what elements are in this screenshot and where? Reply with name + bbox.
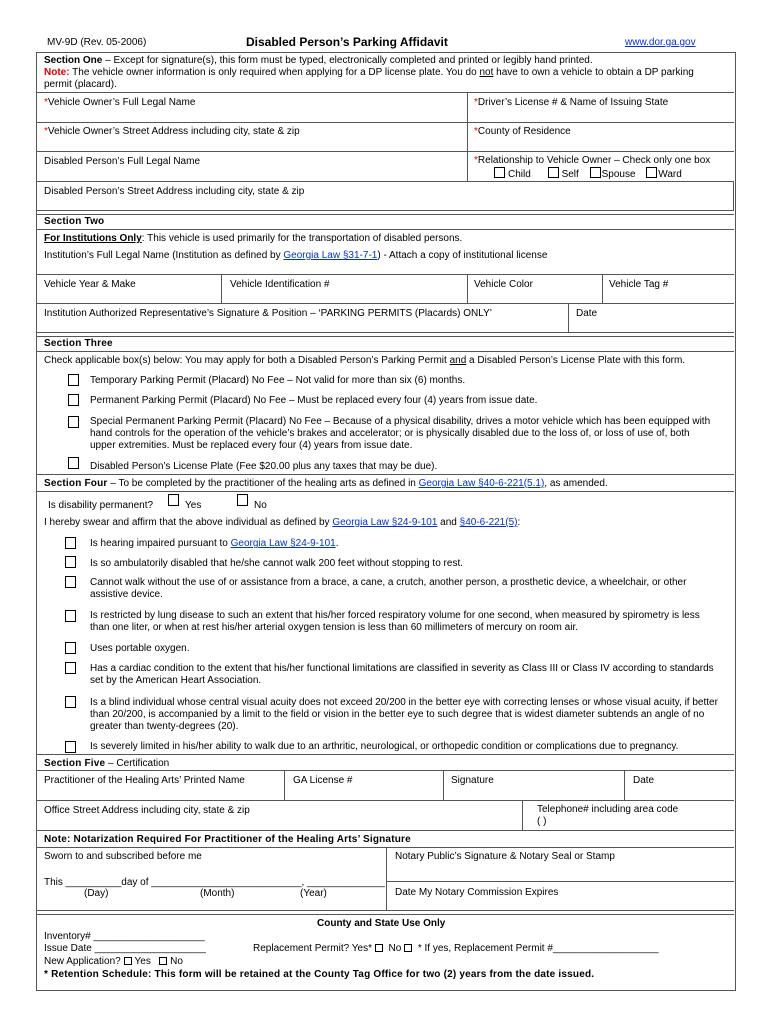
license-field[interactable]: *Driver’s License # & Name of Issuing State bbox=[474, 97, 669, 108]
vin-field[interactable]: Vehicle Identification # bbox=[230, 279, 330, 290]
replacement-yes-checkbox[interactable] bbox=[375, 944, 383, 952]
note-not: not bbox=[479, 67, 494, 78]
vehicle-year-make-field[interactable]: Vehicle Year & Make bbox=[44, 279, 136, 290]
section-one-intro bbox=[44, 55, 729, 91]
cond-assist-checkbox[interactable] bbox=[65, 576, 76, 588]
georgia-law-31-7-1-link[interactable]: Georgia Law §31-7-1 bbox=[283, 250, 378, 261]
section-two-heading: Section Two bbox=[44, 216, 105, 227]
cond-assist-label: Cannot walk without the use of or assistance from a brace, a cane, a crutch, another person, a prosthetic device, a wheelchair, or other assistive device. bbox=[90, 577, 687, 600]
office-address-field[interactable]: Office Street Address including city, state & zip bbox=[44, 805, 250, 816]
rep-date-field[interactable]: Date bbox=[576, 308, 598, 319]
section-five-heading: Section Five – Certification bbox=[44, 758, 170, 769]
practitioner-date-field[interactable]: Date bbox=[633, 775, 655, 786]
note-label: Note: bbox=[44, 67, 70, 78]
cond-blind-checkbox[interactable] bbox=[65, 696, 76, 708]
georgia-law-40-6-221-5-1-link[interactable]: Georgia Law §40-6-221(5.1) bbox=[418, 478, 545, 489]
cond-walk-checkbox[interactable] bbox=[65, 556, 76, 568]
permanent-no-label: No bbox=[254, 500, 267, 511]
vehicle-tag-field[interactable]: Vehicle Tag # bbox=[609, 279, 669, 290]
swear-statement: I hereby swear and affirm that the above individual as defined by Georgia Law §24-9-101 and §40-6-221(5): bbox=[44, 517, 521, 528]
year-caption: (Year) bbox=[300, 888, 327, 899]
notary-signature-field[interactable]: Notary Public’s Signature & Notary Seal or Stamp bbox=[395, 851, 615, 862]
month-caption: (Month) bbox=[200, 888, 235, 899]
note-line-2: permit (placard). bbox=[44, 79, 117, 90]
rel-child[interactable]: Child bbox=[494, 169, 531, 180]
section-one-heading: Section One bbox=[44, 55, 103, 66]
replacement-permit-number-field[interactable]: * If yes, Replacement Permit #___________________ bbox=[415, 943, 659, 954]
section-one-instructions: – Except for signature(s), this form must be typed, electronically completed and printed or legibly hand printed. bbox=[102, 55, 593, 66]
cond-cardiac-checkbox[interactable] bbox=[65, 662, 76, 674]
notary-date-line[interactable]: This __________day of ___________________________, ______________ bbox=[44, 877, 385, 888]
telephone-field[interactable]: Telephone# including area code ( ) bbox=[537, 804, 679, 827]
form-title: Disabled Person’s Parking Affidavit bbox=[246, 35, 448, 49]
county-label: County of Residence bbox=[477, 126, 571, 137]
georgia-law-24-9-101-link[interactable]: Georgia Law §24-9-101 bbox=[332, 517, 438, 528]
disabled-address-label: Disabled Person’s Street Address including city, state & zip bbox=[44, 186, 305, 197]
section-three-intro: Check applicable box(s) below: You may apply for both a Disabled Person’s Parking Permit and a Disabled Person’s License Plate with this form. bbox=[44, 355, 686, 366]
owner-name-field[interactable]: *Vehicle Owner’s Full Legal Name bbox=[44, 97, 196, 108]
vehicle-color-field[interactable]: Vehicle Color bbox=[474, 279, 533, 290]
ga-license-field[interactable]: GA License # bbox=[293, 775, 353, 786]
replacement-permit-row: Replacement Permit? Yes* No * If yes, Replacement Permit #___________________ bbox=[253, 943, 659, 954]
permanent-yes-label: Yes bbox=[185, 500, 202, 511]
institution-name-field[interactable]: Institution’s Full Legal Name (Institution as defined by Georgia Law §31-7-1) - Attach a copy of institutional license bbox=[44, 250, 548, 261]
georgia-law-40-6-221-5-link[interactable]: §40-6-221(5) bbox=[459, 517, 518, 528]
institutions-only: For Institutions Only: This vehicle is used primarily for the transportation of disabled persons. bbox=[44, 233, 463, 244]
opt-permanent-checkbox[interactable] bbox=[68, 394, 79, 406]
cond-lung-label: Is restricted by lung disease to such an extent that his/her forced respiratory volume for one second, when measured by spirometry is less than one liter, or when at rest his/her arterial oxygen tension is less than 60 millimeters of mercury on room air. bbox=[90, 610, 700, 633]
section-three-heading: Section Three bbox=[44, 338, 113, 349]
website-link[interactable]: www.dor.ga.gov bbox=[625, 37, 696, 48]
cond-oxygen-label: Uses portable oxygen. bbox=[90, 643, 190, 654]
rel-self[interactable]: Self bbox=[548, 169, 579, 180]
cond-oxygen-checkbox[interactable] bbox=[65, 642, 76, 654]
sworn-label: Sworn to and subscribed before me bbox=[44, 851, 202, 862]
disabled-name-label: Disabled Person’s Full Legal Name bbox=[44, 156, 201, 167]
practitioner-signature-field[interactable]: Signature bbox=[451, 775, 494, 786]
note-text-2: have to own a vehicle to obtain a DP parking bbox=[493, 67, 694, 78]
issue-date-field[interactable]: Issue Date ____________________ bbox=[44, 943, 206, 954]
cond-blind-label: Is a blind individual whose central visual acuity does not exceed 20/200 in the better eye with correcting lenses or whose visual acuity, if better than 20/200, is accompanied by a limit to the field or vision in the better eye to such degree that is widest diameter subtends an angle of no greater than twenty-degrees (20). bbox=[90, 697, 718, 732]
opt-temporary-checkbox[interactable] bbox=[68, 374, 79, 386]
notary-expires-field[interactable]: Date My Notary Commission Expires bbox=[395, 887, 559, 898]
rep-signature-field[interactable]: Institution Authorized Representative’s Signature & Position – ‘PARKING PERMITS (Placards) ONLY’ bbox=[44, 308, 492, 319]
relationship-label: Relationship to Vehicle Owner – Check only one box bbox=[477, 155, 711, 166]
new-app-no-checkbox[interactable] bbox=[159, 957, 167, 965]
owner-address-label: Vehicle Owner’s Street Address including city, state & zip bbox=[47, 126, 300, 137]
opt-special-checkbox[interactable] bbox=[68, 416, 79, 428]
opt-license-plate-checkbox[interactable] bbox=[68, 457, 79, 469]
retention-schedule: * Retention Schedule: This form will be retained at the County Tag Office for two (2) years from the date issued. bbox=[44, 969, 595, 980]
disabled-name-field[interactable] bbox=[44, 156, 200, 167]
license-label: Driver’s License # & Name of Issuing State bbox=[477, 97, 669, 108]
form-id: MV-9D (Rev. 05-2006) bbox=[47, 37, 147, 48]
owner-address-field[interactable]: *Vehicle Owner’s Street Address including city, state & zip bbox=[44, 126, 300, 137]
cond-hearing-label: Is hearing impaired pursuant to Georgia Law §24-9-101. bbox=[90, 538, 339, 549]
georgia-law-24-9-101-link-2[interactable]: Georgia Law §24-9-101 bbox=[230, 538, 336, 549]
permanent-no-checkbox[interactable] bbox=[237, 494, 248, 506]
inventory-field[interactable]: Inventory# ____________________ bbox=[44, 931, 205, 942]
cond-lung-checkbox[interactable] bbox=[65, 610, 76, 622]
note-text: The vehicle owner information is only required when applying for a DP license plate. You do bbox=[69, 67, 480, 78]
cond-cardiac-label: Has a cardiac condition to the extent that his/her functional limitations are classified in severity as Class III or Class IV according to standards set by the American Heart Association. bbox=[90, 663, 714, 686]
opt-license-plate-label: Disabled Person’s License Plate (Fee $20.00 plus any taxes that may be due). bbox=[90, 461, 438, 472]
notary-note: Note: Notarization Required For Practitioner of the Healing Arts’ Signature bbox=[44, 834, 411, 845]
disabled-address-field[interactable] bbox=[44, 186, 304, 197]
owner-name-label: Vehicle Owner’s Full Legal Name bbox=[47, 97, 196, 108]
opt-special-label: Special Permanent Parking Permit (Placard) No Fee – Because of a physical disability, drives a motor vehicle which has been equipped with hand controls for the operation of the vehicle’s brakes and accelerator; or is physically disabled due to the loss of, or loss of use of, both upper extremities. Must be replaced every four (4) years from issue date. bbox=[90, 416, 711, 451]
rel-ward[interactable]: Ward bbox=[646, 169, 682, 180]
opt-permanent-label: Permanent Parking Permit (Placard) No Fee – Must be replaced every four (4) years from issue date. bbox=[90, 395, 538, 406]
permanent-question: Is disability permanent? bbox=[48, 500, 154, 511]
cond-walk-label: Is so ambulatorily disabled that he/she cannot walk 200 feet without stopping to rest. bbox=[90, 558, 463, 569]
new-application-row: New Application? Yes No bbox=[44, 956, 183, 967]
cond-arthritic-label: Is severely limited in his/her ability to walk due to an arthritic, neurological, or orthopedic condition or complications due to pregnancy. bbox=[90, 741, 679, 752]
new-app-yes-checkbox[interactable] bbox=[124, 957, 132, 965]
day-caption: (Day) bbox=[84, 888, 109, 899]
cond-hearing-checkbox[interactable] bbox=[65, 537, 76, 549]
practitioner-name-field[interactable]: Practitioner of the Healing Arts’ Printed Name bbox=[44, 775, 245, 786]
rel-spouse[interactable]: Spouse bbox=[590, 169, 636, 180]
section-four-heading: Section Four – To be completed by the practitioner of the healing arts as defined in Georgia Law §40-6-221(5.1), as amended. bbox=[44, 478, 608, 489]
county-use-heading: County and State Use Only bbox=[317, 918, 446, 929]
relationship-field: *Relationship to Vehicle Owner – Check only one box Child Self Spouse Ward bbox=[474, 155, 711, 180]
county-field[interactable]: *County of Residence bbox=[474, 126, 571, 137]
opt-temporary-label: Temporary Parking Permit (Placard) No Fee – Not valid for more than six (6) months. bbox=[90, 375, 466, 386]
permanent-yes-checkbox[interactable] bbox=[168, 494, 179, 506]
cond-arthritic-checkbox[interactable] bbox=[65, 741, 76, 753]
replacement-no-checkbox[interactable] bbox=[404, 944, 412, 952]
